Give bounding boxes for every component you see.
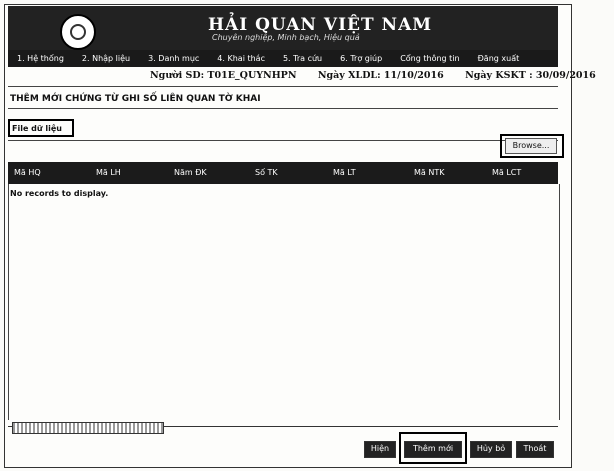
add-new-button[interactable]: Thêm mới	[404, 441, 462, 458]
file-data-label: File dữ liệu	[8, 119, 74, 137]
user-label: Người SD: T01E_QUYNHPN	[150, 70, 297, 81]
header-banner	[8, 6, 558, 50]
session-info	[150, 70, 614, 81]
menu-item-nhap-lieu[interactable]: 2. Nhập liệu	[81, 54, 131, 63]
menu-item-dang-xuat[interactable]: Đăng xuất	[477, 54, 520, 63]
menu-item-khai-thac[interactable]: 4. Khai thác	[217, 54, 265, 63]
menu-item-tro-giup[interactable]: 6. Trợ giúp	[340, 54, 383, 63]
column-header-ma-lt[interactable]: Mã LT	[333, 168, 356, 177]
divider	[8, 108, 558, 109]
menu-item-he-thong[interactable]: 1. Hệ thống	[17, 54, 64, 63]
app-title: HẢI QUAN VIỆT NAM	[208, 15, 433, 35]
grid-body	[8, 184, 560, 420]
grid-header	[8, 162, 558, 184]
menu-item-cong-thong-tin[interactable]: Cổng thông tin	[400, 54, 460, 63]
column-header-ma-ntk[interactable]: Mã NTK	[414, 168, 445, 177]
cancel-button[interactable]: Hủy bỏ	[470, 441, 512, 458]
menu-item-danh-muc[interactable]: 3. Danh mục	[148, 54, 200, 63]
xldl-date: Ngày XLDL: 11/10/2016	[317, 70, 444, 81]
menu-item-tra-cuu[interactable]: 5. Tra cứu	[282, 54, 323, 63]
app-subtitle: Chuyên nghiệp, Minh bạch, Hiệu quả	[212, 33, 360, 42]
show-button[interactable]: Hiện	[364, 441, 396, 458]
main-menu	[8, 50, 558, 67]
empty-grid-message: No records to display.	[10, 189, 109, 198]
file-input-line	[8, 140, 558, 141]
column-header-ma-lct[interactable]: Mã LCT	[492, 168, 522, 177]
page-title: THÊM MỚI CHỨNG TỪ GHI SỐ LIÊN QUAN TỜ KHAI	[10, 94, 261, 104]
exit-button[interactable]: Thoát	[516, 441, 554, 458]
column-header-nam-dk[interactable]: Năm ĐK	[174, 168, 207, 177]
column-header-ma-hq[interactable]: Mã HQ	[14, 168, 41, 177]
customs-emblem-icon	[60, 14, 96, 50]
column-header-so-tk[interactable]: Số TK	[255, 168, 278, 177]
browse-button[interactable]: Browse...	[505, 138, 557, 154]
horizontal-scrollbar[interactable]	[12, 422, 164, 434]
column-header-ma-lh[interactable]: Mã LH	[96, 168, 121, 177]
ksk-date: Ngày KSKT : 30/09/2016	[465, 70, 596, 81]
divider	[8, 86, 558, 87]
